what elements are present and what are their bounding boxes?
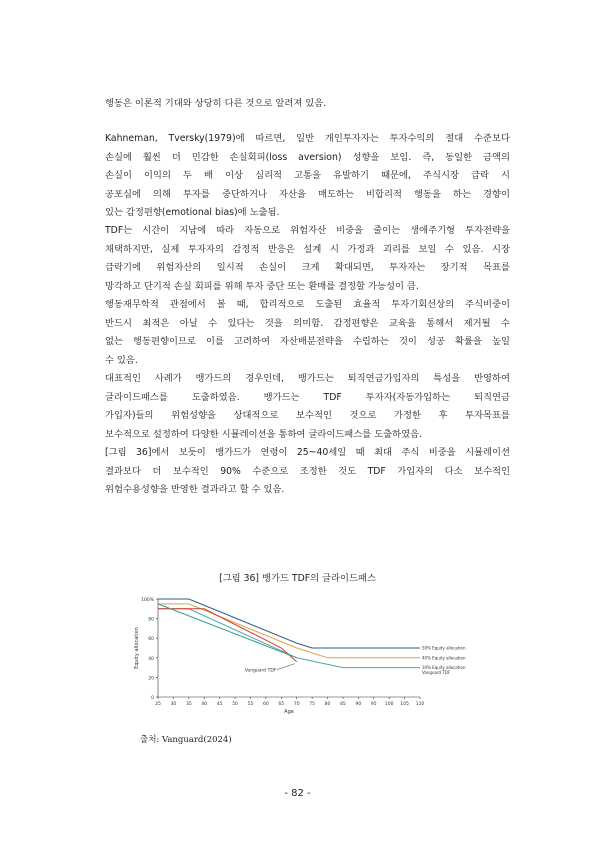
y-tick-label: 60 (148, 637, 154, 643)
page-number: - 82 - (284, 788, 311, 799)
x-tick-label: 65 (278, 702, 285, 707)
x-tick-label: 85 (340, 702, 346, 707)
y-tick-label: 80 (148, 617, 154, 623)
paragraph-line: 행동은 이론적 기대와 상당히 다른 것으로 알려져 있음. (105, 98, 327, 109)
legend-label: 30% Equity allocation (422, 665, 466, 671)
paragraph-line: 반드시 최적은 아닐 수 있다는 것을 의미함. 감정편향은 교육을 통해서 제거될 수 (105, 317, 510, 329)
y-tick-label: 20 (148, 676, 154, 682)
paragraph-line: 급락기에 위험자산의 일시적 손실이 크게 확대되면, 투자자는 장기적 목표를 (105, 262, 510, 274)
paragraph-line: 손실이 이익의 두 배 이상 심리적 고통을 유발하기 때문에, 주식시장 급락 시 (105, 170, 510, 182)
paragraph-line: 망각하고 단기적 손실 회피를 위해 투자 중단 또는 환매를 결정할 가능성이 큼. (105, 280, 419, 292)
annotation-arrow (277, 664, 295, 670)
y-tick-label: 0 (151, 696, 154, 701)
x-tick-label: 95 (370, 702, 377, 707)
series-line (158, 599, 420, 648)
glidepath-chart (130, 585, 466, 725)
x-tick-label: 30 (170, 702, 177, 707)
x-tick-label: 110 (415, 702, 425, 707)
y-tick-label: 40 (148, 656, 154, 662)
paragraph-line: Kahneman, Tversky(1979)에 따르면, 일반 개인투자자는 투자수익의 절대 수준보다 (105, 133, 510, 144)
y-axis-label: Equity allocation (134, 627, 140, 669)
paragraph-line: 행동재무학적 관점에서 볼 때, 합리적으로 도출된 효율적 투자기회선상의 주식비중이 (105, 299, 510, 310)
paragraph-6 (105, 444, 510, 500)
x-tick-label: 55 (247, 702, 254, 707)
paragraph-line: 손실에 훨씬 더 민감한 손실회피(loss aversion) 성향을 보임. 즉, 동일한 금액의 (105, 151, 510, 163)
paragraph-3 (105, 222, 510, 296)
paragraph-line: 글라이드패스를 도출하였음. 뱅가드는 TDF 투자자(자동가입하는 퇴직연금 (105, 391, 510, 403)
paragraph-line: 위험수용성향을 반영한 결과라고 할 수 있음. (105, 484, 285, 496)
paragraph-line: 보수적으로 설정하여 다양한 시뮬레이션을 통하여 글라이드패스를 도출하였음. (105, 428, 423, 440)
x-tick-label: 75 (309, 702, 315, 707)
x-tick-label: 45 (216, 702, 223, 707)
annotation-label: Vanguard TDF (244, 668, 277, 674)
figure-caption: [그림 36] 뱅가드 TDF의 글라이드패스 (219, 573, 376, 584)
series-line (158, 609, 297, 662)
x-tick-label: 40 (201, 702, 208, 707)
x-axis-label: Age (284, 709, 294, 715)
x-tick-label: 100 (384, 702, 394, 707)
paragraph-line: 수 있음. (105, 354, 138, 366)
paragraph-line: 채택하지만, 실제 투자자의 감정적 반응은 설계 시 가정과 괴리를 보일 수 있음. 시장 (105, 243, 510, 255)
x-tick-label: 90 (355, 702, 362, 707)
paragraph-5 (105, 370, 510, 444)
x-tick-label: 25 (155, 702, 161, 707)
series-line (158, 604, 297, 658)
legend-label-vanguard: Vanguard TDF (422, 670, 451, 675)
legend-label: 40% Equity allocation (422, 655, 466, 661)
x-tick-label: 105 (400, 702, 409, 707)
x-tick-label: 50 (232, 702, 238, 707)
paragraph-line: 없는 행동편향이므로 이를 고려하여 자산배분전략을 수립하는 것이 성공 확률을 높일 (105, 336, 510, 348)
paragraph-line: [그림 36]에서 보듯이 뱅가드가 연령이 25~40세일 때 최대 주식 비중을 시뮬레이션 (105, 447, 510, 458)
paragraph-line: 가입자)들의 위험성향을 상대적으로 보수적인 것으로 가정한 후 투자목표를 (105, 410, 510, 422)
x-tick-label: 35 (185, 702, 192, 707)
figure-source: 출처: Vanguard(2024) (140, 735, 232, 745)
x-tick-label: 70 (293, 702, 300, 707)
series-line (158, 609, 420, 668)
series-line (158, 604, 420, 658)
paragraph-line: 대표적인 사례가 뱅가드의 경우인데, 뱅가드는 퇴직연금가입자의 특성을 반영하여 (105, 373, 510, 384)
paragraph-line: 있는 감정편향(emotional bias)에 노출됨. (105, 207, 280, 219)
legend-label: 50% Equity allocation (422, 645, 466, 651)
x-tick-label: 60 (263, 702, 269, 707)
paragraph-line: 결과보다 더 보수적인 90% 수준으로 조정한 것도 TDF 가입자의 다소 보수적인 (105, 465, 510, 477)
paragraph-4 (105, 296, 510, 370)
paragraph-line: 공포심에 의해 투자를 중단하거나 자산을 매도하는 비합리적 행동을 하는 경향이 (105, 188, 510, 200)
paragraph-line: TDF는 시간이 지남에 따라 자동으로 위험자산 비중을 줄이는 생애주기형 투자전략을 (105, 225, 510, 236)
x-tick-label: 80 (324, 702, 331, 707)
paragraph-2 (105, 130, 510, 223)
paragraph-1 (105, 95, 510, 114)
y-tick-label: 100% (141, 598, 154, 603)
